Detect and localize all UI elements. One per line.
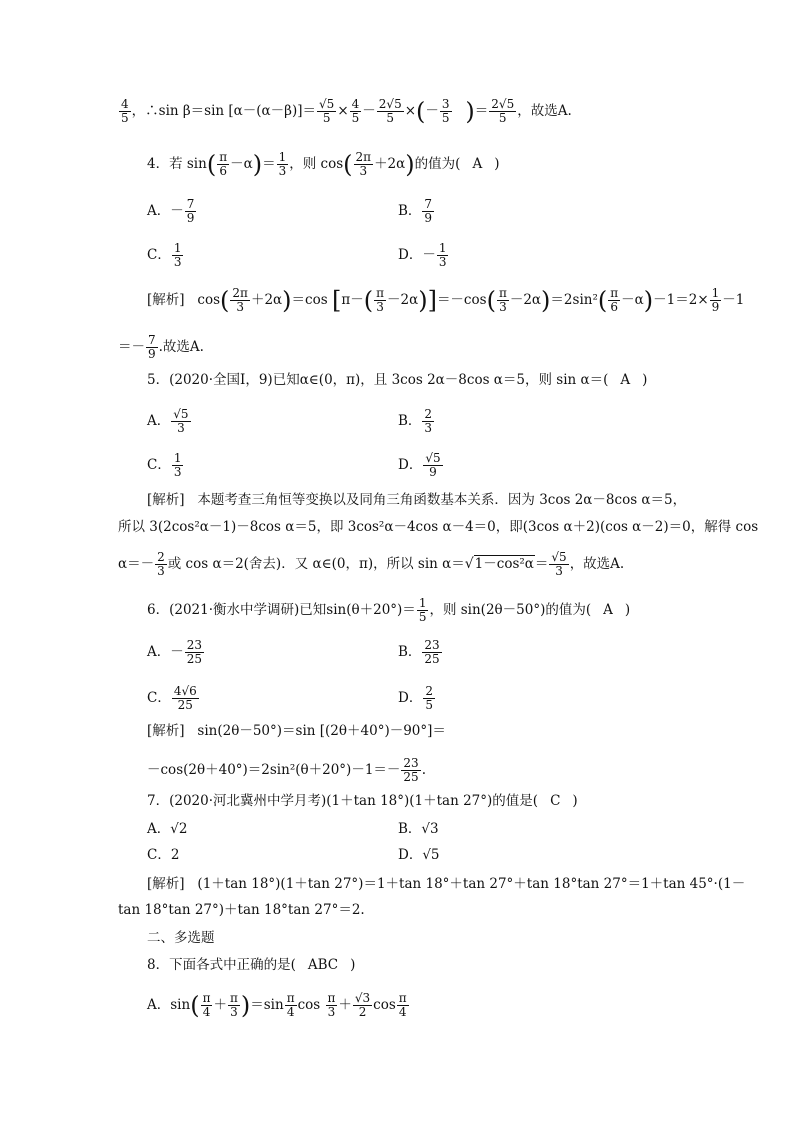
q6-option-a: A．－ $\frac{23}{25}$ (147, 638, 203, 666)
q5-analysis-line1: [解析] 本题考查三角恒等变换以及同角三角函数基本关系．因为 3cos 2α－8cos α＝5， (147, 492, 687, 508)
q8-option-a: A．sin( $\frac{\pi}{4}$ ＋ $\frac{\pi}{3}$ )＝sin $\frac{\pi}{4}$ cos $\frac{\pi}{3}$ ＋ $\frac{√3}{2}$ cos $\frac{\pi}{4}$ (147, 991, 407, 1020)
question-7-stem: 7．(2020·河北冀州中学月考)(1＋tan 18°)(1＋tan 27°)的值是( C ) (147, 793, 578, 809)
answer-key: C (550, 793, 561, 809)
q4-option-b: B． $\frac{7}{9}$ (398, 197, 433, 225)
fraction: $\frac{4}{5}$ (351, 97, 360, 125)
fraction: $\frac{\pi}{6}$ (219, 150, 228, 178)
q4-option-c: C． $\frac{1}{3}$ (147, 241, 182, 269)
q5-analysis-line3: α＝－ $\frac{2}{3}$ 或 cos α＝2(舍去)．又 α∈(0，π)，所以 sin α＝√1－cos²α＝ $\frac{√5}{3}$ ，故选A. (118, 550, 625, 578)
q6-analysis-line2: －cos(2θ＋40°)＝2sin²(θ＋20°)－1＝－ $\frac{23}{25}$ . (147, 756, 426, 784)
question-6-stem: 6．(2021·衡水中学调研)已知sin(θ＋20°)＝ $\frac{1}{5}$ ，则 sin(2θ－50°)的值为( A ) (147, 596, 631, 624)
q6-option-d: D． $\frac{2}{5}$ (398, 684, 433, 712)
q5-option-d: D． $\frac{√5}{9}$ (398, 451, 441, 479)
q4-option-a: A．－ $\frac{7}{9}$ (147, 197, 195, 225)
question-4-stem: 4．若 sin( $\frac{\pi}{6}$ －α)＝ $\frac{1}{3}$ ，则 cos( $\frac{2\pi}{3}$ ＋2α)的值为( A ) (147, 150, 500, 179)
question-5-stem: 5．(2020·全国Ⅰ，9)已知α∈(0，π)，且 3cos 2α－8cos α＝5，则 sin α＝( A ) (147, 372, 648, 388)
fraction: $\frac{2√5}{5}$ (491, 97, 515, 125)
q5-analysis-line2: 所以 3(2cos²α－1)－8cos α＝5，即 3cos²α－4cos α－4＝0，即(3cos α＋2)(cos α－2)＝0，解得 cos (118, 519, 759, 535)
q5-option-a: A． $\frac{√5}{3}$ (147, 407, 189, 435)
answer-key: A (603, 602, 613, 618)
fraction: $\frac{4}{5}$ (121, 97, 129, 125)
q7-option-d: D．√5 (398, 847, 440, 863)
fraction: $\frac{3}{5}$ (441, 97, 450, 125)
answer-key: A (472, 156, 483, 172)
q6-option-c: C． $\frac{4√6}{25}$ (147, 684, 197, 712)
q5-option-c: C． $\frac{1}{3}$ (147, 451, 182, 479)
q4-analysis-line1: [解析] cos( $\frac{2\pi}{3}$ ＋2α)＝cos [π－( $\frac{\pi}{3}$ －2α)]＝－cos( $\frac{\pi}{3}$ －2α)＝2sin²( $\frac{\pi}{6}$ －α)－1＝2× $\frac{1}{9}$ －1 (147, 286, 745, 315)
fraction: $\frac{2√5}{5}$ (378, 97, 402, 125)
q4-analysis-line2: ＝－ $\frac{7}{9}$ .故选A. (118, 333, 204, 361)
fraction: $\frac{√5}{5}$ (319, 97, 335, 125)
fraction: $\frac{1}{3}$ (278, 150, 287, 178)
q6-option-b: B． $\frac{23}{25}$ (398, 638, 440, 666)
q4-option-d: D．－ $\frac{1}{3}$ (398, 241, 447, 269)
answer-key: A (620, 372, 631, 388)
q6-analysis-line1: [解析] sin(2θ－50°)＝sin [(2θ＋40°)－90°]＝ (147, 723, 446, 739)
q7-option-c: C．2 (147, 847, 180, 863)
q7-option-b: B．√3 (398, 821, 439, 837)
q7-option-a: A．√2 (147, 821, 188, 837)
q3-tail-line: $\frac{4}{5}$ ，∴sin β＝sin [α－(α－β)]＝ $\frac{√5}{5}$ × $\frac{4}{5}$ － $\frac{2√5}{5}$ ×(－ $\frac{3}{5}$ )＝ $\frac{2√5}{5}$ ，故选A. (121, 97, 572, 126)
q7-analysis-line2: tan 18°tan 27°)＋tan 18°tan 27°＝2. (118, 902, 365, 918)
q7-analysis-line1: [解析] (1＋tan 18°)(1＋tan 27°)＝1＋tan 18°＋tan 27°＋tan 18°tan 27°＝1＋tan 45°·(1－ (147, 876, 746, 892)
question-8-stem: 8．下面各式中正确的是( ABC ) (147, 957, 356, 973)
q5-option-b: B． $\frac{2}{3}$ (398, 407, 433, 435)
section-heading: 二、多选题 (147, 930, 215, 946)
answer-key: ABC (307, 957, 339, 973)
fraction: $\frac{2\pi}{3}$ (355, 150, 372, 178)
